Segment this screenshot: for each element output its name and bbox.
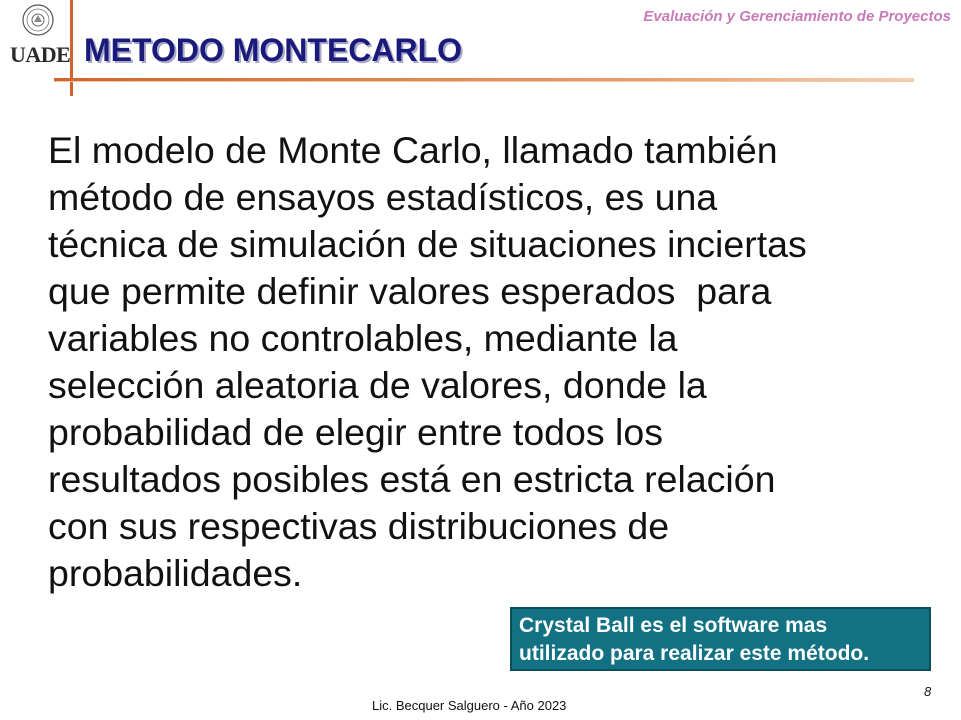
body-line: probabilidades. (48, 552, 303, 594)
body-line: probabilidad de elegir entre todos los (48, 411, 663, 453)
footer-author: Lic. Becquer Salguero - Año 2023 (372, 698, 567, 713)
slide-title: METODO MONTECARLO (84, 32, 463, 68)
body-line: variables no controlables, mediante la (48, 317, 678, 359)
body-line: técnica de simulación de situaciones inciertas (48, 223, 807, 265)
body-line: que permite definir valores esperados para (48, 270, 772, 312)
university-seal-icon (22, 4, 54, 36)
body-line: selección aleatoria de valores, donde la (48, 364, 707, 406)
callout-line: Crystal Ball es el software mas (519, 614, 828, 637)
body-paragraph (48, 127, 928, 597)
body-line: método de ensayos estadísticos, es una (48, 176, 718, 218)
body-line: resultados posibles está en estricta relación (48, 458, 776, 500)
uade-logo (8, 4, 71, 70)
header-rule-shadow (54, 81, 914, 82)
software-callout (510, 607, 931, 671)
page-number: 8 (924, 684, 932, 699)
body-line: con sus respectivas distribuciones de (48, 505, 670, 547)
logo-text: UADE (10, 42, 71, 67)
callout-line: utilizado para realizar este método. (519, 642, 870, 665)
body-line: El modelo de Monte Carlo, llamado también (48, 129, 778, 171)
course-title: Evaluación y Gerenciamiento de Proyectos (643, 8, 951, 25)
